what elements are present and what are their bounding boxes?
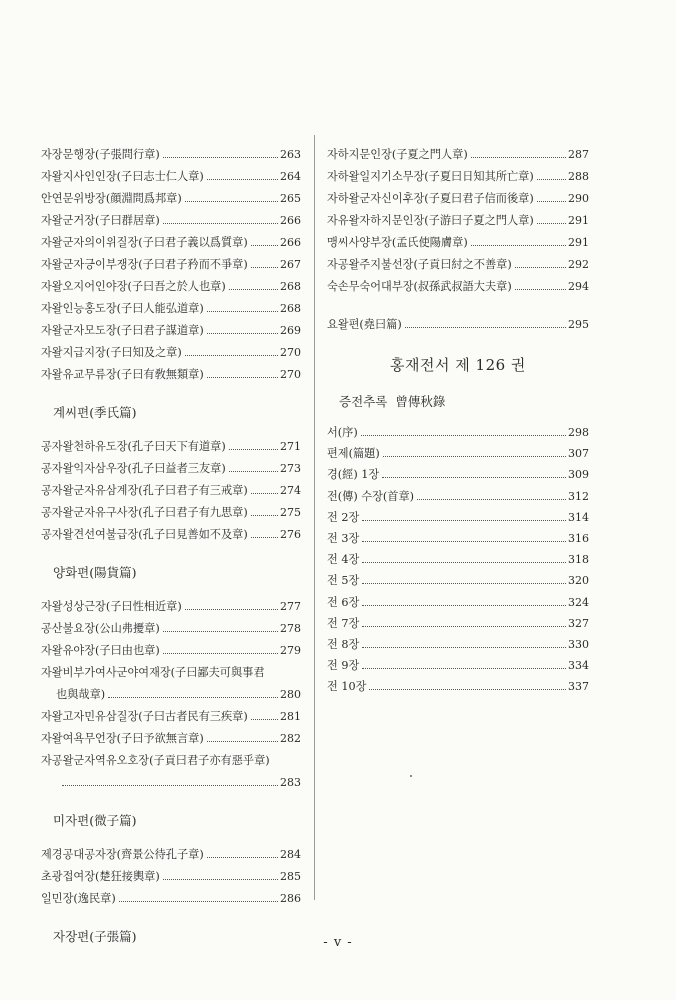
speck [410, 775, 412, 777]
page-number: 268 [280, 302, 301, 315]
dot-leader [362, 541, 566, 542]
toc-entry [41, 638, 301, 658]
page-number: 266 [280, 236, 301, 249]
toc-entry [41, 500, 301, 520]
dot-leader [207, 311, 278, 312]
dot-leader [471, 245, 566, 246]
dot-leader [251, 245, 278, 246]
page-number: 327 [568, 616, 589, 630]
dot-leader [207, 857, 278, 858]
entry-title: 자왈유교무류장(子曰有敎無類章) [41, 368, 204, 381]
dot-leader [251, 537, 278, 538]
dot-leader [362, 647, 566, 648]
toc-entry [327, 462, 589, 482]
toc-entry [41, 362, 301, 382]
dot-leader [163, 631, 278, 632]
entry-title: 전 5장 [327, 574, 360, 588]
toc-entry [327, 164, 589, 184]
page-number: 337 [568, 680, 589, 694]
dot-leader [207, 333, 278, 334]
entry-title: 자하지문인장(子夏之門人章) [327, 148, 468, 161]
page-number: 316 [568, 532, 589, 545]
toc-entry [41, 704, 301, 724]
page-number: 284 [280, 848, 301, 861]
toc-entry [327, 590, 589, 610]
entry-title: 자왈지급지장(子曰知及之章) [41, 346, 182, 359]
page-number: 298 [568, 426, 589, 439]
page-number: 269 [280, 324, 301, 337]
entry-title: 자왈성상근장(子曰性相近章) [41, 600, 182, 613]
dot-leader [185, 609, 278, 610]
toc-entry [41, 340, 301, 360]
dot-leader [163, 157, 278, 158]
toc-entry [56, 682, 301, 702]
page-number: 320 [568, 574, 589, 588]
page-number: 295 [568, 318, 589, 331]
toc-entry [41, 434, 301, 454]
dot-leader [471, 157, 566, 158]
entry-title: 공자왈군자유삼계장(孔子曰君子有三戒章) [41, 484, 248, 497]
entry-title: 자하왈군자신이후장(子夏曰君子信而後章) [327, 192, 534, 205]
toc-entry [41, 522, 301, 542]
entry-title: 공산불요장(公山弗擾章) [41, 622, 160, 635]
dot-leader [119, 901, 278, 902]
entry-title: 일민장(逸民章) [41, 892, 116, 905]
page-number: 334 [568, 659, 589, 673]
section-heading: 양화편(陽貨篇) [53, 565, 137, 580]
entry-title: 전 10장 [327, 680, 367, 694]
toc-entry [327, 441, 589, 461]
dot-leader [163, 653, 278, 654]
entry-title: 숙손무숙어대부장(叔孫武叔語大夫章) [327, 280, 512, 293]
entry-title: 자유왈자하지문인장(子游曰子夏之門人章) [327, 214, 534, 227]
toc-entry [41, 274, 301, 294]
page-number: 277 [280, 600, 301, 613]
entry-title: 요왈편(堯曰篇) [327, 318, 402, 331]
dot-leader [382, 477, 566, 478]
page-number: 275 [280, 506, 301, 519]
toc-entry [41, 748, 301, 768]
entry-title: 전 4장 [327, 553, 360, 567]
toc-entry [327, 274, 589, 294]
dot-leader [185, 355, 278, 356]
toc-entry [327, 526, 589, 546]
page-number: 291 [568, 236, 589, 249]
page-number: 324 [568, 595, 589, 609]
entry-title: 전 3장 [327, 532, 360, 545]
toc-entry [327, 252, 589, 272]
dot-leader [537, 179, 566, 180]
toc-entry [327, 653, 589, 673]
entry-title: 전 7장 [327, 616, 360, 630]
toc-entry [41, 478, 301, 498]
entry-title: 자왈군거장(子曰群居章) [41, 214, 160, 227]
page-number: 291 [568, 214, 589, 227]
toc-entry [327, 208, 589, 228]
toc-entry [41, 208, 301, 228]
page-folio: - v - [323, 935, 353, 950]
column-divider [314, 135, 315, 900]
entry-title: 편제(篇題) [327, 447, 380, 461]
entry-title: 자왈군자의이위질장(子曰君子義以爲質章) [41, 236, 248, 249]
toc-entry [41, 142, 301, 162]
page-number: 267 [280, 258, 301, 271]
section-heading: 미자편(微子篇) [53, 813, 137, 828]
entry-title: 자왈비부가여사군야여재장(子曰鄙夫可與事君 [41, 666, 265, 679]
entry-title: 전 8장 [327, 638, 360, 651]
entry-title: 자왈오지어인야장(子曰吾之於人也章) [41, 280, 226, 293]
toc-entry [41, 252, 301, 272]
page-number: 309 [568, 468, 589, 482]
dot-leader [62, 785, 278, 786]
toc-entry [327, 420, 589, 440]
page-number: 294 [568, 280, 589, 293]
dot-leader [362, 520, 566, 521]
dot-leader [185, 201, 278, 202]
entry-title: 자공왈군자역유오호장(子貢曰君子亦有惡乎章) [41, 754, 270, 767]
toc-entry [327, 186, 589, 206]
toc-entry [41, 164, 301, 184]
dot-leader [369, 689, 566, 690]
entry-title: 자왈고자민유삼질장(子曰古者民有三疾章) [41, 710, 248, 723]
page-number: 266 [280, 214, 301, 227]
entry-title: 공자왈천하유도장(孔子曰天下有道章) [41, 440, 226, 453]
dot-leader [251, 267, 278, 268]
dot-leader [108, 697, 278, 698]
section-heading: 자장편(子張篇) [53, 929, 137, 944]
entry-title: 공자왈군자유구사장(孔子曰君子有九思章) [41, 506, 248, 519]
toc-entry [41, 864, 301, 884]
dot-leader [515, 289, 566, 290]
toc-entry [327, 142, 589, 162]
page-number: 274 [280, 484, 301, 497]
page-number: 268 [280, 280, 301, 293]
toc-entry [41, 726, 301, 746]
page-number: 271 [280, 440, 301, 453]
dot-leader [537, 201, 566, 202]
entry-title: 경(經) 1장 [327, 468, 380, 482]
page-number: 288 [568, 170, 589, 183]
page-number: 270 [280, 368, 301, 381]
entry-title: 자왈군자긍이부쟁장(子曰君子矜而不爭章) [41, 258, 248, 271]
entry-title: 자왈군자모도장(子曰君子謀道章) [41, 324, 204, 337]
entry-title: 자왈인능홍도장(子曰人能弘道章) [41, 302, 204, 315]
entry-title: 也與哉章) [56, 688, 106, 701]
entry-title: 자왈여욕무언장(子曰予欲無言章) [41, 732, 204, 745]
dot-leader [229, 289, 278, 290]
dot-leader [251, 493, 278, 494]
dot-leader [362, 583, 566, 584]
toc-entry [327, 484, 589, 504]
toc-entry [327, 632, 589, 652]
entry-title: 전 6장 [327, 595, 360, 609]
entry-title: 서(序) [327, 426, 358, 439]
entry-title: 전(傳) 수장(首章) [327, 489, 414, 503]
entry-title: 자왈지사인인장(子曰志士仁人章) [41, 170, 204, 183]
subheading-korean: 증전추록 [339, 394, 388, 409]
toc-entry [41, 318, 301, 338]
dot-leader [362, 562, 566, 563]
section-heading: 계씨편(季氏篇) [53, 405, 137, 420]
dot-leader [405, 327, 566, 328]
toc-entry [327, 568, 589, 588]
toc-entry [327, 505, 589, 525]
entry-title: 전 9장 [327, 659, 360, 673]
toc-entry [41, 186, 301, 206]
dot-leader [207, 741, 278, 742]
entry-title: 자공왈주지불선장(子貢曰紂之不善章) [327, 258, 512, 271]
page-number: 278 [280, 622, 301, 635]
toc-entry [41, 886, 301, 906]
page-number: 263 [280, 148, 301, 161]
page-number: 281 [280, 710, 301, 723]
dot-leader [163, 879, 278, 880]
dot-leader [383, 456, 566, 457]
toc-entry [41, 660, 301, 680]
toc-entry [41, 456, 301, 476]
dot-leader [251, 515, 278, 516]
entry-title: 초광접여장(楚狂接輿章) [41, 870, 160, 883]
entry-title: 자장문행장(子張問行章) [41, 148, 160, 161]
toc-entry [41, 842, 301, 862]
entry-title: 제경공대공자장(齊景公待孔子章) [41, 848, 204, 861]
dot-leader [163, 223, 278, 224]
entry-title: 자하왈일지기소무장(子夏曰日知其所亡章) [327, 170, 534, 183]
dot-leader [229, 471, 278, 472]
page-number: 318 [568, 553, 589, 567]
page-number: 285 [280, 870, 301, 883]
volume-title: 홍재전서 제 126 권 [390, 356, 526, 374]
toc-entry [41, 230, 301, 250]
toc-entry [41, 296, 301, 316]
dot-leader [229, 449, 278, 450]
page-number: 264 [280, 170, 301, 183]
subheading-hanja: 曾傳秋錄 [395, 394, 446, 409]
entry-title: 공자왈익자삼우장(孔子曰益者三友章) [41, 462, 226, 475]
page-number: 282 [280, 732, 301, 745]
page-number: 292 [568, 258, 589, 271]
toc-entry [327, 611, 589, 631]
page-number: 276 [280, 528, 301, 541]
page-number: 290 [568, 192, 589, 205]
dot-leader [207, 377, 278, 378]
page-number: 307 [568, 447, 589, 461]
dot-leader [417, 499, 566, 500]
page-number: 279 [280, 644, 301, 657]
dot-leader [207, 179, 278, 180]
dot-leader [362, 668, 566, 669]
entry-title: 자왈유야장(子曰由也章) [41, 644, 160, 657]
page-number: 287 [568, 148, 589, 161]
toc-entry [41, 594, 301, 614]
toc-entry [327, 547, 589, 567]
page-number: 270 [280, 346, 301, 359]
page-number: 273 [280, 462, 301, 475]
page-number: 280 [280, 688, 301, 701]
entry-title: 안연문위방장(顔淵問爲邦章) [41, 192, 182, 205]
dot-leader [537, 223, 566, 224]
dot-leader [361, 435, 566, 436]
entry-title: 공자왈견선여불급장(孔子曰見善如不及章) [41, 528, 248, 541]
toc-entry [41, 616, 301, 636]
dot-leader [251, 719, 278, 720]
dot-leader [362, 626, 566, 627]
toc-entry [59, 770, 301, 790]
toc-entry [327, 674, 589, 694]
entry-title: 맹씨사양부장(孟氏使陽膚章) [327, 236, 468, 249]
page-number: 265 [280, 192, 301, 205]
entry-title: 전 2장 [327, 510, 360, 524]
page-number: 283 [280, 776, 301, 789]
volume-subheading [339, 392, 445, 410]
page-number: 314 [568, 510, 589, 524]
dot-leader [515, 267, 566, 268]
page-number: 286 [280, 892, 301, 905]
dot-leader [362, 605, 566, 606]
toc-entry [327, 230, 589, 250]
toc-entry [327, 312, 589, 332]
page-number: 312 [568, 489, 589, 503]
page-number: 330 [568, 638, 589, 651]
